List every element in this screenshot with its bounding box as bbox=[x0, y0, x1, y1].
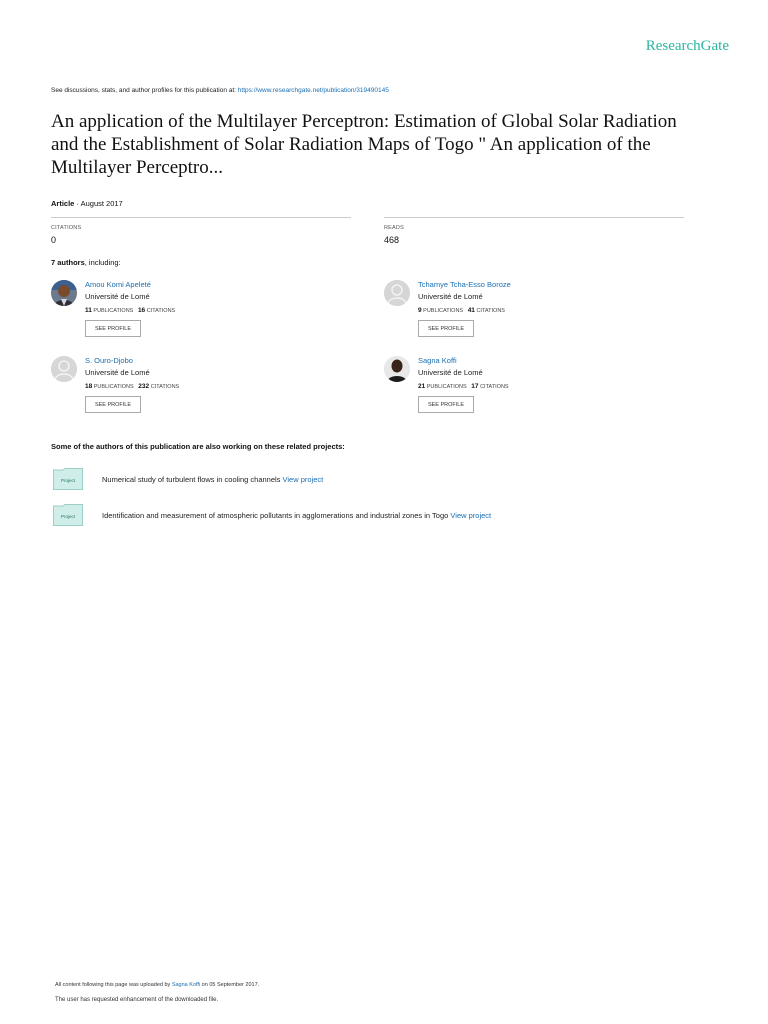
author-avatar[interactable] bbox=[384, 356, 410, 382]
author-citations-count: 232 bbox=[138, 383, 150, 390]
project-icon-label: Project bbox=[60, 478, 76, 483]
citations-stat bbox=[51, 217, 351, 245]
citations-label: CITATIONS bbox=[51, 225, 82, 231]
author-publications-label: PUBLICATIONS bbox=[423, 308, 464, 314]
enhancement-note: The user has requested enhancement of the downloaded file. bbox=[55, 997, 219, 1003]
reads-value: 468 bbox=[384, 235, 400, 245]
author-stats bbox=[418, 307, 505, 314]
authors-count-line bbox=[51, 258, 121, 267]
see-discussions-text: See discussions, stats, and author profiles for this publication at: bbox=[51, 87, 238, 94]
author-citations-label: CITATIONS bbox=[476, 308, 505, 314]
related-projects-heading: Some of the authors of this publication are also working on these related projects: bbox=[51, 442, 345, 451]
see-profile-button[interactable]: SEE PROFILE bbox=[85, 396, 141, 413]
project-title bbox=[102, 511, 491, 520]
upload-notice bbox=[55, 982, 259, 988]
reads-label: READS bbox=[384, 225, 404, 231]
citations-value: 0 bbox=[51, 235, 57, 245]
author-citations-count: 17 bbox=[471, 383, 479, 390]
project-title-text: Numerical study of turbulent flows in cooling channels bbox=[102, 475, 283, 484]
author-card bbox=[51, 356, 351, 426]
author-publications-count: 9 bbox=[418, 307, 422, 314]
author-stats bbox=[85, 383, 179, 390]
author-avatar[interactable] bbox=[51, 280, 77, 306]
project-folder-icon bbox=[53, 468, 83, 490]
authors-suffix: , including: bbox=[84, 258, 121, 267]
researchgate-logo[interactable]: ResearchGate bbox=[645, 38, 729, 54]
view-project-link[interactable]: View project bbox=[282, 475, 324, 484]
author-publications-count: 18 bbox=[85, 383, 93, 390]
author-institution: Université de Lomé bbox=[418, 368, 483, 377]
author-publications-label: PUBLICATIONS bbox=[426, 384, 467, 390]
author-name-link[interactable]: S. Ouro-Djobo bbox=[85, 356, 133, 365]
project-icon-label: Project bbox=[60, 514, 76, 519]
article-type: Article bbox=[51, 199, 75, 208]
author-card bbox=[51, 280, 351, 350]
author-stats bbox=[418, 383, 509, 390]
author-citations-count: 41 bbox=[467, 307, 475, 314]
authors-count: 7 authors bbox=[51, 258, 85, 267]
author-name-link[interactable]: Tchamye Tcha-Esso Boroze bbox=[418, 280, 511, 289]
project-title bbox=[102, 475, 323, 484]
author-avatar-placeholder-icon[interactable] bbox=[384, 280, 410, 306]
publication-title: An application of the Multilayer Perceptron: Estimation of Global Solar Radiation and the Establishment of Solar Radiation Maps of Togo " An application of the Multilayer Perceptro... bbox=[51, 111, 677, 178]
project-folder-icon bbox=[53, 504, 83, 526]
see-profile-button[interactable]: SEE PROFILE bbox=[85, 320, 141, 337]
see-discussions-line bbox=[51, 87, 389, 94]
author-publications-count: 11 bbox=[85, 307, 92, 314]
author-card bbox=[384, 356, 684, 426]
author-institution: Université de Lomé bbox=[418, 292, 483, 301]
author-card bbox=[384, 280, 684, 350]
author-citations-label: CITATIONS bbox=[146, 308, 176, 314]
uploader-link[interactable]: Sagna Koffi bbox=[171, 982, 201, 988]
author-stats bbox=[85, 307, 175, 314]
project-item bbox=[51, 504, 691, 528]
author-avatar-placeholder-icon[interactable] bbox=[51, 356, 77, 382]
see-profile-button[interactable]: SEE PROFILE bbox=[418, 320, 474, 337]
project-title-text: Identification and measurement of atmospheric pollutants in agglomerations and industrial zones in Togo bbox=[102, 511, 451, 520]
article-date: · August 2017 bbox=[74, 199, 123, 208]
author-name-link[interactable]: Sagna Koffi bbox=[418, 356, 457, 365]
author-publications-label: PUBLICATIONS bbox=[93, 308, 134, 314]
author-citations-label: CITATIONS bbox=[150, 384, 180, 390]
author-institution: Université de Lomé bbox=[85, 368, 150, 377]
author-publications-label: PUBLICATIONS bbox=[93, 384, 134, 390]
author-publications-count: 21 bbox=[418, 383, 426, 390]
reads-stat bbox=[384, 217, 684, 245]
author-institution: Université de Lomé bbox=[85, 292, 150, 301]
article-info bbox=[51, 199, 123, 208]
author-citations-count: 16 bbox=[137, 307, 146, 314]
see-profile-button[interactable]: SEE PROFILE bbox=[418, 396, 474, 413]
project-item bbox=[51, 468, 691, 492]
upload-prefix: All content following this page was uploaded by bbox=[55, 982, 172, 988]
upload-suffix: on 05 September 2017. bbox=[200, 982, 260, 988]
view-project-link[interactable]: View project bbox=[450, 511, 492, 520]
author-name-link[interactable]: Amou Komi Apeleté bbox=[85, 280, 151, 289]
publication-url-link[interactable]: https://www.researchgate.net/publication/319490145 bbox=[237, 87, 389, 94]
author-citations-label: CITATIONS bbox=[480, 384, 509, 390]
